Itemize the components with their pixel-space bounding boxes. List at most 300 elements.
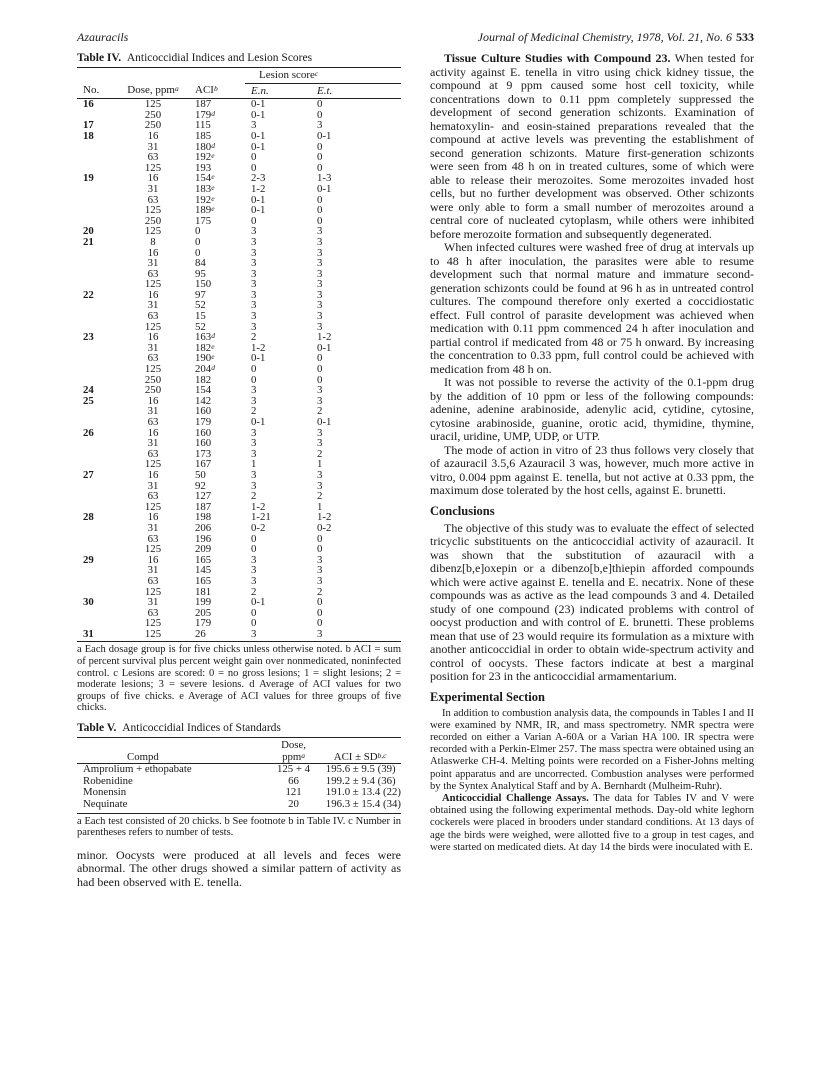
cell-aci: 154e	[195, 172, 215, 185]
table5-body	[77, 764, 401, 811]
cell-lesion-en: 3	[251, 278, 257, 291]
cell-aci: 142	[195, 394, 212, 407]
cell-compound-no: 23	[83, 331, 94, 344]
cell-dose: 63	[147, 606, 159, 619]
cell-lesion-en: 3	[251, 437, 257, 450]
table-row	[77, 269, 401, 280]
cell-lesion-et: 0-1	[317, 416, 332, 428]
cell-lesion-et: 0	[317, 363, 323, 376]
cell-dose: 125	[144, 617, 162, 630]
cell-aci: 84	[195, 257, 206, 270]
cell-compound-no	[77, 152, 117, 163]
cell-lesion-et: 3	[317, 246, 323, 259]
cell-aci: 52	[195, 299, 206, 312]
table-row	[77, 799, 401, 811]
cell-dose: 16	[147, 129, 159, 142]
cell-lesion-et: 3	[317, 299, 323, 312]
cell-lesion-en: 1-2	[251, 182, 266, 195]
cell-lesion-et: 3	[317, 437, 323, 450]
cell-dose: 63	[147, 352, 159, 365]
cell-lesion-et: 3	[317, 564, 323, 577]
cell-dose: 31	[147, 341, 159, 354]
cell-aci: 198	[195, 511, 212, 524]
cell-compd: Robenidine	[83, 774, 133, 787]
cell-dose: 16	[147, 246, 159, 259]
cell-lesion-en: 0-1	[251, 193, 266, 206]
cell-aci: 160	[195, 426, 212, 439]
col-dose: Dose, ppm$^a$	[127, 84, 179, 97]
cell-lesion-et: 3	[317, 320, 323, 333]
cell-compound-no: 24	[83, 384, 94, 397]
cell-aci: 92	[195, 479, 206, 492]
table-row	[77, 555, 401, 566]
cell-compound-no	[77, 491, 117, 502]
cell-dose: 125	[144, 98, 162, 111]
cell-lesion-en: 3	[251, 288, 257, 301]
cell-dose: 63	[147, 267, 159, 280]
table-row	[77, 279, 401, 290]
cell-lesion-en: 0	[251, 373, 257, 386]
cell-compound-no	[77, 565, 117, 576]
table-row	[77, 608, 401, 619]
cell-dose: 121	[285, 786, 302, 799]
right-column	[430, 52, 754, 854]
cell-compound-no	[77, 481, 117, 492]
cell-lesion-en: 0	[251, 161, 257, 174]
cell-lesion-en: 0-2	[251, 521, 266, 534]
cell-aci: 196	[195, 532, 212, 545]
cell-lesion-et: 3	[317, 468, 323, 481]
cell-aci: 165	[195, 553, 212, 566]
cell-lesion-en: 3	[251, 627, 257, 640]
cell-dose: 31	[147, 596, 159, 609]
cell-dose: 16	[147, 288, 159, 301]
cell-lesion-et: 3	[317, 235, 323, 248]
table-row	[77, 163, 401, 174]
cell-lesion-et: 0	[317, 352, 323, 365]
cell-compound-no	[77, 142, 117, 153]
table-row	[77, 417, 401, 428]
cell-lesion-en: 3	[251, 320, 257, 333]
cell-dose: 16	[147, 468, 159, 481]
cell-dose: 63	[147, 532, 159, 545]
cell-dose: 31	[147, 140, 159, 153]
table5-label: Table V.	[77, 722, 117, 735]
cell-aci: 160	[195, 437, 212, 450]
cell-dose: 16	[147, 426, 159, 439]
cell-dose: 63	[147, 574, 159, 587]
cell-lesion-en: 2	[251, 585, 257, 598]
cell-dose: 250	[144, 384, 162, 397]
cell-dose: 125	[144, 204, 162, 217]
cell-lesion-et: 1-2	[317, 331, 332, 344]
cell-lesion-et: 1	[317, 458, 323, 471]
cell-lesion-et: 2	[317, 405, 323, 418]
cell-aci: 179	[195, 416, 212, 428]
cell-dose: 31	[147, 479, 159, 492]
cell-aci: 167	[195, 458, 212, 471]
cell-aci: 165	[195, 574, 212, 587]
cell-lesion-et: 3	[317, 479, 323, 492]
table-row	[77, 226, 401, 237]
cell-dose: 125	[144, 363, 162, 376]
table-row	[77, 764, 401, 776]
table-row	[77, 205, 401, 216]
table5	[77, 737, 401, 811]
cell-lesion-et: 2	[317, 447, 323, 460]
cell-aci: 179	[195, 617, 212, 630]
cell-compound-no	[77, 343, 117, 354]
cell-lesion-et: 0-1	[317, 341, 332, 354]
cell-compound-no	[77, 258, 117, 269]
cell-lesion-en: 0	[251, 532, 257, 545]
cell-aci: 187	[195, 500, 212, 513]
cell-lesion-en: 3	[251, 310, 257, 323]
table-row	[77, 385, 401, 396]
cell-aci: 52	[195, 320, 206, 333]
cell-dose: 63	[147, 447, 159, 460]
cell-lesion-en: 3	[251, 394, 257, 407]
cell-dose: 125	[144, 161, 162, 174]
tissue-culture-p1: Tissue Culture Studies with Compound 23. When tested for activity against E. tenella in vitro using chick kidney tissue, the compound at 9 ppm caused some host cell toxicity, while concentrations down to 0.11 ppm completely suppressed the development of second generation schizonts. Examination of hematoxylin- and eosin-stained preparations revealed that the compound at active levels was preventing the establishment of second generation schizonts. Mature first-generation schizonts were seen from 48 h on in treated cultures, some of which were able to release their merozoites. Some merozoites invaded host cells, but no further development was observed. Other schizonts were only able to form a small number of merozoites around a central core of nucleated cytoplasm, while others were inhibited before merozoite formation and subsequently degenerated.	[430, 51, 754, 241]
table-row	[77, 438, 401, 449]
cell-lesion-en: 0	[251, 363, 257, 376]
cell-lesion-en: 3	[251, 574, 257, 587]
cell-lesion-en: 3	[251, 447, 257, 460]
cell-compound-no	[77, 300, 117, 311]
cell-lesion-et: 0	[317, 532, 323, 545]
experimental-heading: Experimental Section	[430, 689, 545, 704]
cell-dose: 250	[144, 119, 162, 132]
running-head-left: Azauracils	[77, 30, 129, 44]
conclusions-paragraph: The objective of this study was to evaluate the effect of selected tricyclic substituents on the anticoccidial activity of azauracil. It was shown that the substitution of azauracil with a dibenz[b,e]oxepin or a dibenzo[b,e]thiepin afforded compounds which were active against E. tenella and E. necatrix. None of these compounds was as active as the lead compounds 3 and 4. Detailed study of one compound (23) indicated problems with control of oocyst production and with control of E. brunetti. These problems mean that use of 23 would require its formulation as a mixture with another anticoccidial in order to obtain wide-spectrum activity and control of oocysts. These factors indicate at best a marginal position for 23 in the anticoccidial armamentarium.	[430, 520, 754, 683]
table-row	[77, 110, 401, 121]
table-row	[77, 618, 401, 629]
cell-compound-no	[77, 608, 117, 619]
cell-dose: 8	[150, 235, 156, 248]
cell-lesion-en: 3	[251, 564, 257, 577]
cell-lesion-en: 3	[251, 119, 257, 132]
cell-aci-sd: 191.0 ± 13.4 (22)	[325, 786, 401, 799]
cell-dose: 31	[147, 299, 159, 312]
cell-compound-no: 17	[83, 119, 94, 132]
cell-compound-no: 19	[83, 172, 94, 185]
cell-dose: 63	[147, 193, 159, 206]
cell-lesion-et: 0	[317, 151, 323, 164]
cell-lesion-et: 3	[317, 627, 323, 640]
cell-lesion-en: 0	[251, 606, 257, 619]
cell-lesion-et: 0-1	[317, 182, 332, 195]
table-row	[77, 523, 401, 534]
cell-compound-no	[77, 406, 117, 417]
cell-dose: 31	[147, 521, 159, 534]
cell-dose: 16	[147, 511, 159, 524]
table5-title: Anticoccidial Indices of Standards	[122, 722, 281, 735]
cell-lesion-en: 0-1	[251, 98, 266, 111]
cell-dose: 63	[147, 310, 159, 323]
table4-body	[77, 99, 401, 640]
journal-citation: Journal of Medicinal Chemistry, 1978, Vol. 21, No. 6	[477, 30, 732, 44]
cell-compound-no	[77, 248, 117, 259]
col-dose-line2: ppm$^a$	[282, 750, 306, 763]
cell-dose: 125	[144, 278, 162, 291]
cell-compound-no: 16	[83, 98, 94, 111]
running-head-right	[430, 30, 754, 45]
table-row	[77, 99, 401, 110]
cell-dose: 125	[144, 458, 162, 471]
cell-aci: 183e	[195, 182, 215, 195]
cell-aci: 205	[195, 606, 212, 619]
table4-label: Table IV.	[77, 52, 122, 64]
table-row	[77, 322, 401, 333]
cell-dose: 250	[144, 214, 162, 227]
cell-lesion-et: 0	[317, 140, 323, 153]
cell-lesion-et: 3	[317, 553, 323, 566]
cell-compound-no	[77, 438, 117, 449]
cell-compound-no: 22	[83, 288, 94, 301]
page-number: 533	[736, 30, 754, 44]
table-row	[77, 300, 401, 311]
cell-lesion-et: 3	[317, 394, 323, 407]
cell-dose: 63	[147, 416, 159, 428]
cell-dose: 63	[147, 151, 159, 164]
cell-aci-sd: 195.6 ± 9.5 (39)	[325, 763, 396, 776]
cell-dose: 125	[144, 320, 162, 333]
cell-lesion-en: 3	[251, 426, 257, 439]
cell-lesion-et: 0-2	[317, 521, 332, 534]
cell-lesion-et: 3	[317, 426, 323, 439]
cell-aci: 181	[195, 585, 212, 598]
cell-compound-no	[77, 523, 117, 534]
table-row	[77, 184, 401, 195]
cell-lesion-et: 0	[317, 204, 323, 217]
cell-dose: 20	[288, 798, 299, 810]
cell-aci: 204$^d$	[195, 363, 215, 376]
table-row	[77, 353, 401, 364]
table-row	[77, 364, 401, 375]
cell-aci: 193	[195, 161, 212, 174]
cell-aci: 154	[195, 384, 212, 397]
cell-aci: 182	[195, 373, 212, 386]
cell-lesion-en: 1-2	[251, 500, 266, 513]
cell-dose: 31	[147, 257, 159, 270]
cell-lesion-en: 0-1	[251, 108, 266, 121]
cell-dose: 66	[288, 774, 299, 787]
cell-compound-no: 20	[83, 225, 94, 238]
cell-compound-no	[77, 184, 117, 195]
cell-aci: 206	[195, 521, 212, 534]
cell-lesion-en: 3	[251, 225, 257, 238]
cell-lesion-en: 1-21	[251, 511, 271, 524]
cell-aci: 15	[195, 310, 206, 323]
cell-compound-no: 29	[83, 553, 94, 566]
tissue-culture-p3: It was not possible to reverse the activity of the 0.1-ppm drug by the addition of 10 ppm or less of the following compounds: adenine, adenine arabinoside, adenylic acid, cytidine, cytosine, cytosine arabinoside, guanine, orotic acid, thymidine, thymine, uracil, uridine, UMP, UDP, or UTP.	[430, 375, 754, 443]
cell-lesion-en: 3	[251, 479, 257, 492]
cell-lesion-et: 0	[317, 543, 323, 556]
cell-lesion-et: 3	[317, 225, 323, 238]
cell-lesion-en: 1	[251, 458, 257, 471]
cell-lesion-et: 0	[317, 193, 323, 206]
table-row	[77, 565, 401, 576]
experimental-paragraph: In addition to combustion analysis data, the compounds in Tables I and II were examined by NMR, IR, and mass spectrometry. NMR spectra were recorded on either a Varian A-60A or a Varian HA 100. IR spectra were recorded with a Perkin-Elmer 257. The mass spectra were obtained using an Atlaswerke CH-4. Melting points were recorded on a Fisher-Johns melting point apparatus and are uncorrected. Combustion analyses were performed by the Syntex Analytical Staff and by A. Bernhardt (Mulheim-Ruhr).	[430, 707, 754, 792]
table-row	[77, 470, 401, 481]
col-compd: Compd	[127, 750, 159, 763]
assay-heading: Anticoccidial Challenge Assays.	[442, 792, 589, 804]
cell-aci-sd: 196.3 ± 15.4 (34)	[325, 798, 401, 810]
cell-compound-no	[77, 576, 117, 587]
cell-lesion-en: 3	[251, 553, 257, 566]
table-row	[77, 502, 401, 513]
table-row	[77, 152, 401, 163]
cell-compd: Nequinate	[83, 798, 128, 810]
col-no: No.	[83, 84, 100, 97]
tissue-culture-p2: When infected cultures were washed free of drug at intervals up to 48 h after inoculation, the parasites were able to resume development such that normal mature and immature second-generation schizonts could be found at 96 h as in untreated control cultures. The compound therefore only exerted a coccidiostatic effect. Full control of parasite development was achieved when medication with 0.11 ppm commenced 24 h after inoculation and partial control if medicated from 48 or 75 h onward. By increasing the concentration to 0.33 ppm, full control could be achieved with medication from 48 h on.	[430, 240, 754, 376]
col-aci-sd: ACI ± SD$^{b,c}$	[333, 750, 387, 763]
cell-aci: 95	[195, 267, 206, 280]
cell-lesion-en: 2	[251, 490, 257, 503]
cell-dose: 16	[147, 553, 159, 566]
cell-lesion-en: 3	[251, 257, 257, 270]
cell-aci: 199	[195, 596, 212, 609]
table-row	[77, 343, 401, 354]
table-row	[77, 216, 401, 227]
table-row	[77, 237, 401, 248]
cell-dose: 250	[144, 373, 162, 386]
cell-dose: 125 + 4	[277, 763, 311, 776]
table-row	[77, 332, 401, 343]
cell-compound-no	[77, 534, 117, 545]
cell-lesion-en: 0-1	[251, 140, 266, 153]
cell-lesion-en: 3	[251, 246, 257, 259]
cell-compound-no: 28	[83, 511, 94, 524]
cell-lesion-et: 0	[317, 596, 323, 609]
lesion-score-header: Lesion score$^c$	[245, 68, 401, 84]
cell-aci: 209	[195, 543, 212, 556]
cell-lesion-et: 0	[317, 98, 323, 111]
cell-aci: 189e	[195, 204, 215, 217]
table4-footnote: a Each dosage group is for five chicks unless otherwise noted. b ACI = sum of percent survival plus percent weight gain over nonmedicated, noninfected control. c Lesions are scored: 0 = no gross lesions; 1 = slight lesions; 2 = moderate lesions; 3 = severe lesions. d Average of ACI values for two groups of five chicks. e Average of ACI values for three groups of five chicks.	[77, 644, 401, 714]
cell-lesion-en: 0-1	[251, 416, 266, 428]
cell-aci: 182e	[195, 341, 215, 354]
cell-lesion-et: 1-3	[317, 172, 332, 185]
left-tail-paragraph: minor. Oocysts were produced at all levels and feces were abnormal. The other drugs showed a similar pattern of activity as had been observed with E. tenella.	[77, 847, 401, 889]
col-dose-line1: Dose,	[281, 739, 306, 752]
cell-lesion-en: 0	[251, 543, 257, 556]
table-row	[77, 449, 401, 460]
cell-compound-no	[77, 311, 117, 322]
cell-compound-no: 31	[83, 627, 94, 640]
table-row	[77, 120, 401, 131]
assay-paragraph: Anticoccidial Challenge Assays. The data for Tables IV and V were obtained using the following experimental methods. Day-old white leghorn cockerels were placed in brooders under standard conditions. At 13 days of age the birds were weighed, were allotted five to a group in test cages, and were started on medicated diets. At day 14 the birds were inoculated with E.	[430, 792, 754, 853]
cell-lesion-en: 1-2	[251, 341, 266, 354]
cell-lesion-en: 3	[251, 267, 257, 280]
tissue-culture-heading: Tissue Culture Studies with Compound 23.	[444, 51, 671, 65]
cell-compound-no	[77, 353, 117, 364]
cell-dose: 125	[144, 585, 162, 598]
table-row	[77, 491, 401, 502]
cell-aci: 0	[195, 246, 201, 259]
cell-aci: 190e	[195, 352, 215, 365]
cell-dose: 16	[147, 331, 159, 344]
cell-lesion-en: 0	[251, 151, 257, 164]
cell-lesion-en: 2	[251, 331, 257, 344]
cell-lesion-et: 0	[317, 617, 323, 630]
cell-aci: 26	[195, 627, 206, 640]
cell-lesion-et: 0	[317, 214, 323, 227]
cell-aci: 192e	[195, 151, 215, 164]
cell-aci: 173	[195, 447, 212, 460]
table-row	[77, 629, 401, 640]
table-row	[77, 587, 401, 598]
cell-lesion-en: 0-1	[251, 129, 266, 142]
table-row	[77, 396, 401, 407]
cell-lesion-et: 3	[317, 574, 323, 587]
cell-dose: 125	[144, 225, 162, 238]
cell-dose: 125	[144, 627, 162, 640]
cell-lesion-et: 3	[317, 257, 323, 270]
cell-lesion-et: 0	[317, 108, 323, 121]
cell-aci: 175	[195, 214, 212, 227]
cell-lesion-et: 0	[317, 161, 323, 174]
cell-lesion-et: 3	[317, 278, 323, 291]
cell-compound-no: 21	[83, 235, 94, 248]
cell-lesion-et: 3	[317, 119, 323, 132]
col-aci: ACI$^b$	[195, 84, 218, 97]
cell-aci: 150	[195, 278, 212, 291]
table4	[77, 67, 401, 639]
cell-aci: 179$^d$	[195, 108, 215, 121]
cell-compound-no: 26	[83, 426, 94, 439]
cell-compound-no	[77, 449, 117, 460]
cell-dose: 250	[144, 108, 162, 121]
table-row	[77, 512, 401, 523]
cell-lesion-et: 1-2	[317, 511, 332, 524]
table4-title: Anticoccidial Indices and Lesion Scores	[126, 52, 313, 64]
cell-lesion-en: 2	[251, 405, 257, 418]
cell-dose: 31	[147, 182, 159, 195]
cell-lesion-en: 2-3	[251, 172, 266, 185]
cell-aci: 192e	[195, 193, 215, 206]
cell-compd: Monensin	[83, 786, 127, 799]
cell-aci: 163$^d$	[195, 331, 215, 344]
table-row	[77, 142, 401, 153]
table-row	[77, 248, 401, 259]
cell-aci: 97	[195, 288, 206, 301]
cell-lesion-et: 3	[317, 267, 323, 280]
cell-dose: 16	[147, 394, 159, 407]
cell-compound-no	[77, 364, 117, 375]
table-row	[77, 311, 401, 322]
cell-lesion-et: 3	[317, 288, 323, 301]
cell-lesion-en: 3	[251, 468, 257, 481]
table5-caption	[77, 722, 401, 734]
cell-compound-no	[77, 205, 117, 216]
cell-lesion-et: 0	[317, 606, 323, 619]
cell-compound-no: 30	[83, 596, 94, 609]
cell-compound-no: 27	[83, 468, 94, 481]
table4-caption	[77, 52, 401, 64]
cell-compound-no: 25	[83, 394, 94, 407]
cell-lesion-en: 0-1	[251, 596, 266, 609]
cell-aci: 50	[195, 468, 206, 481]
cell-compd: Amprolium + ethopabate	[83, 763, 192, 776]
col-et: E.t.	[317, 84, 333, 97]
tissue-culture-p4: The mode of action in vitro of 23 thus follows very closely that of azauracil 3.5,6 Azauracil 3 was, however, much more active in vitro, 0.004 ppm against E. tenella, but not active at 0.33 ppm, the maximum dose tolerated by the host cells, against E. brunetti.	[430, 442, 754, 497]
table-row	[77, 258, 401, 269]
cell-lesion-en: 3	[251, 235, 257, 248]
cell-aci: 185	[195, 129, 212, 142]
left-column	[77, 52, 401, 889]
